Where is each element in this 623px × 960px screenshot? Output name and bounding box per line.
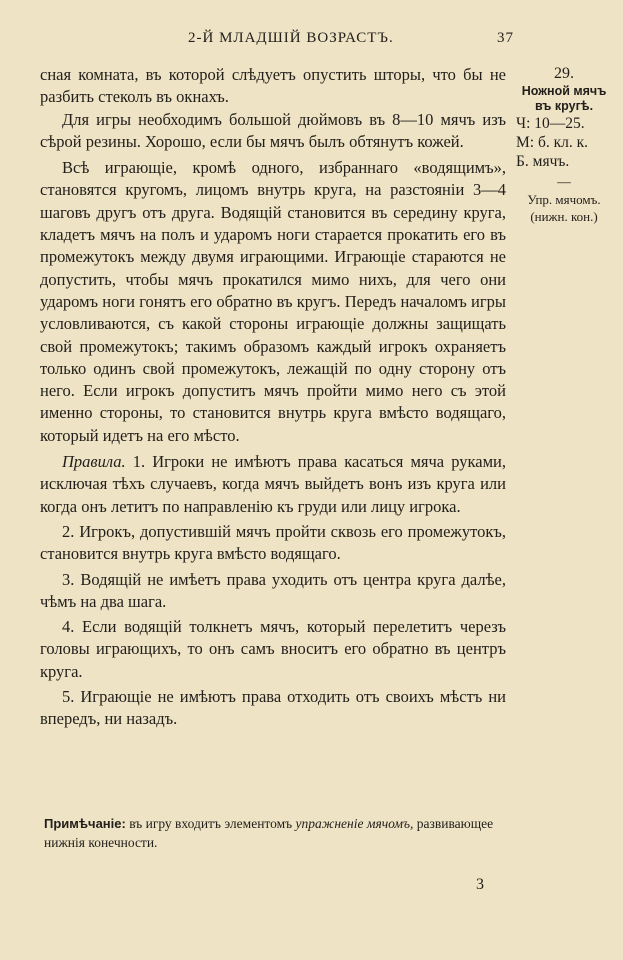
margin-equipment: Б. мячъ. — [516, 153, 570, 170]
page-number: 37 — [497, 30, 514, 46]
note-text-after: развивающее нижнія конечности. — [44, 816, 494, 850]
note-text-before: въ игру входитъ элементомъ — [129, 816, 293, 831]
margin-exercise: Упр. мячомъ. (нижн. кон.) — [527, 192, 601, 224]
printer-signature: 3 — [476, 876, 484, 893]
rule-1 — [40, 451, 506, 518]
rule-3: 3. Водящій не имѣетъ права уходить отъ центра круга далѣе, чѣмъ на два шага. — [40, 569, 506, 611]
rule-4: 4. Если водящій толкнетъ мячъ, который перелетитъ черезъ головы играющихъ, то онъ самъ вноситъ его обратно въ центръ круга. — [40, 617, 506, 681]
running-title: 2-Й МЛАДШІЙ ВОЗРАСТЪ. — [188, 30, 394, 46]
paragraph-continuation: сная комната, въ которой слѣдуетъ опустить шторы, что бы не разбить стеколъ въ окнахъ. — [40, 65, 506, 107]
margin-dash: — — [557, 174, 571, 189]
margin-players: Ч: 10—25. — [516, 115, 585, 132]
game-number: 29. — [554, 65, 574, 82]
rules-label: Правила. — [62, 452, 126, 472]
paragraph-equipment: Для игры необходимъ большой дюймовъ въ 8—10 мячъ изъ сѣрой резины. Хорошо, если бы мячъ былъ обтянутъ кожей. — [40, 109, 506, 151]
note-italic-text: упражненіе мячомъ, — [295, 816, 414, 831]
game-title: Ножной мячъ въ кругѣ. — [521, 84, 607, 113]
rule-5: 5. Играющіе не имѣютъ права отходить отъ своихъ мѣстъ ни впередъ, ни назадъ. — [40, 687, 506, 729]
main-text — [40, 64, 506, 731]
margin-place: М: б. кл. к. — [516, 134, 589, 151]
footnote — [44, 814, 504, 852]
margin-notes — [512, 64, 616, 225]
paragraph-game-description: Всѣ играющіе, кромѣ одного, избраннаго «водящимъ», становятся кругомъ, лицомъ внутрь круга, на разстояніи 3—4 шаговъ другъ отъ друга. Водящій становится въ середину круга, кладетъ мячъ на полъ и ударомъ ноги старается прокатить его въ промежутокъ между двумя играющими. Играющіе стараются не допустить, чтобы мячъ прокатился мимо нихъ, для чего они ударомъ ноги гонятъ его обратно въ кругъ. Передъ началомъ игры условливаются, съ какой стороны играющіе должны защищать свой промежутокъ; такимъ образомъ каждый игрокъ охраняетъ только одинъ свой промежутокъ, лежащій по одну сторону отъ него. Если игрокъ допуститъ мячъ пройти мимо него съ этой именно стороны, то становится внутрь круга вмѣсто водящаго, который идетъ на его мѣсто. — [40, 158, 506, 445]
rule-2: 2. Игрокъ, допустившій мячъ пройти сквозь его промежутокъ, становится внутрь круга вмѣсто водящаго. — [40, 521, 506, 564]
note-label: Примѣчаніе: — [44, 816, 126, 831]
rule-1-text: 1. Игроки не имѣютъ права касаться мяча руками, исключая тѣхъ случаевъ, когда мячъ выйдетъ вонъ изъ круга или когда онъ летитъ по направленію къ груди или лицу игрока. — [40, 452, 506, 516]
